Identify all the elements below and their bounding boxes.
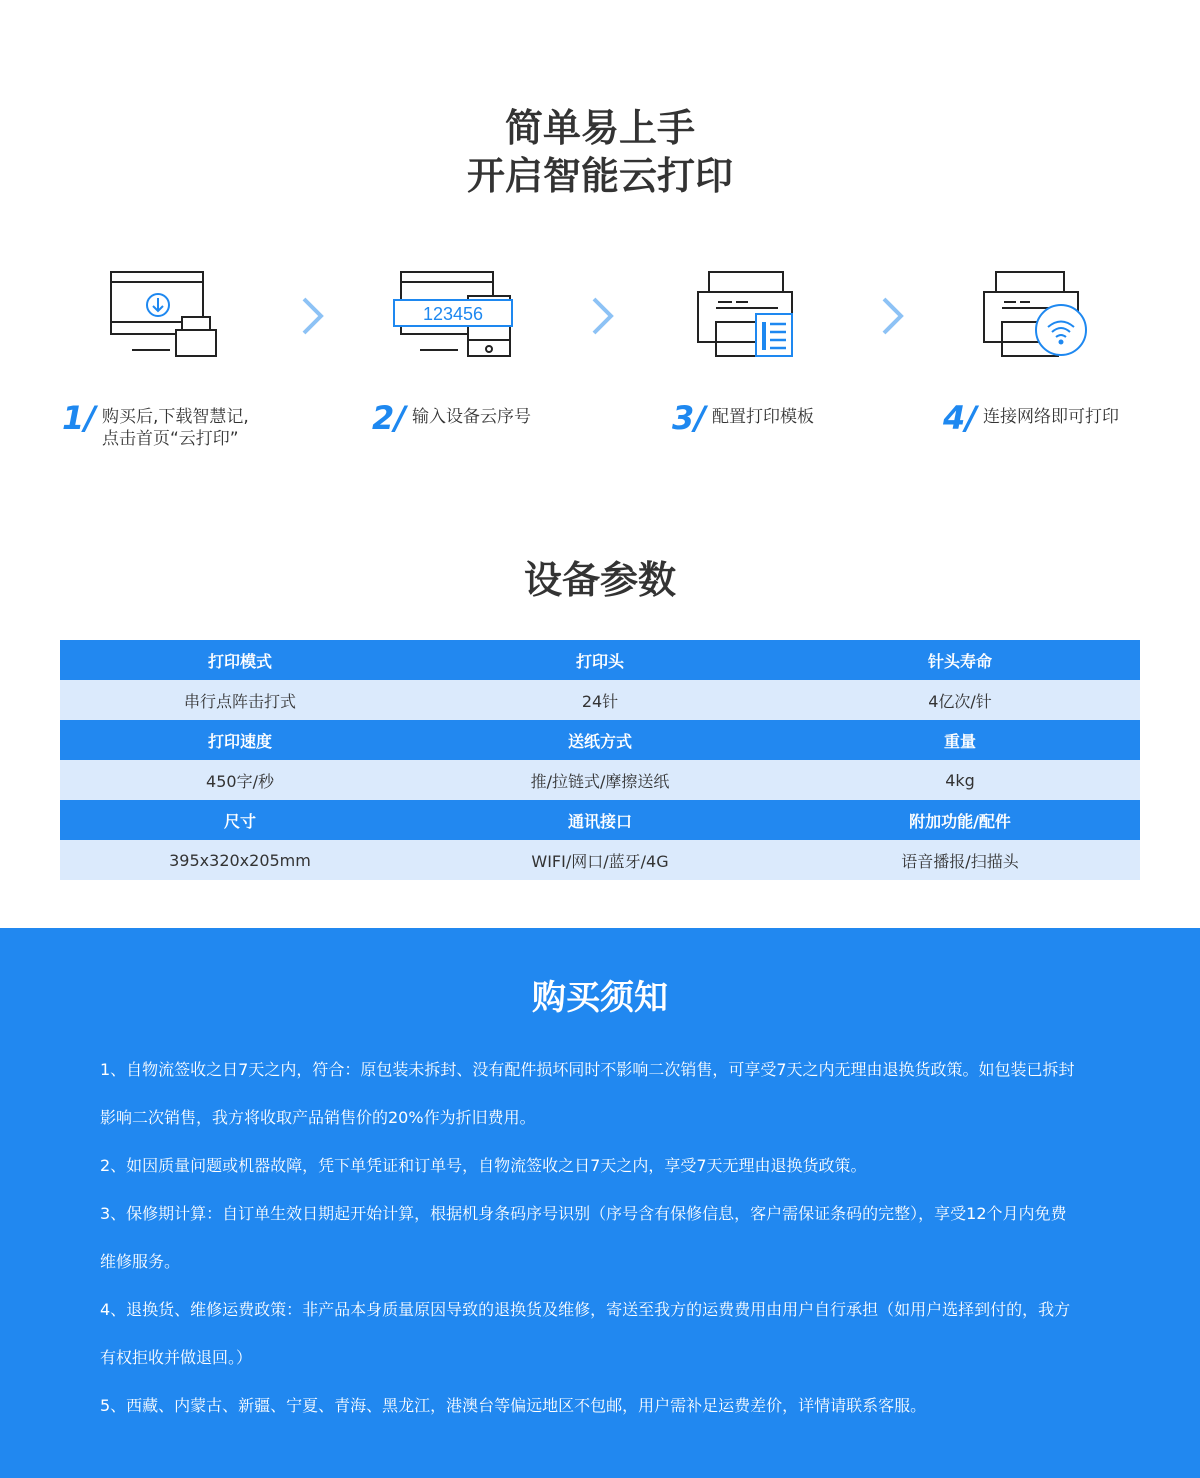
serial-number-icon xyxy=(390,262,520,367)
spec-header-row xyxy=(60,640,1140,680)
notice-line: 1、自物流签收之日7天之内，符合：原包装未拆封、没有配件损坏同时不影响二次销售，可享受7天之内无理由退换货政策。如包装已拆封 xyxy=(100,1060,1075,1079)
hero-title-line2: 开启智能云打印 xyxy=(466,154,733,198)
monitor-download-icon xyxy=(100,262,230,367)
step-number: 2/ xyxy=(372,399,406,437)
notice-title: 购买须知 xyxy=(532,978,668,1018)
step-text: 输入设备云序号 xyxy=(411,407,531,427)
spec-value-cell: 395x320x205mm xyxy=(60,840,420,880)
spec-header-cell: 打印模式 xyxy=(60,640,420,680)
spec-value-cell: WIFI/网口/蓝牙/4G xyxy=(420,840,780,880)
step-3 xyxy=(672,400,814,436)
notice-line: 维修服务。 xyxy=(100,1252,181,1271)
spec-value-cell: 4kg xyxy=(780,760,1140,800)
spec-value-cell: 450字/秒 xyxy=(60,760,420,800)
spec-value-cell: 语音播报/扫描头 xyxy=(780,840,1140,880)
spec-value-cell: 24针 xyxy=(420,680,780,720)
serial-number-text: 123456 xyxy=(422,304,484,324)
spec-value-cell: 串行点阵击打式 xyxy=(60,680,420,720)
notice-line: 有权拒收并做退回。） xyxy=(100,1348,253,1367)
spec-header-cell: 尺寸 xyxy=(60,800,420,840)
notice-line: 4、退换货、维修运费政策：非产品本身质量原因导致的退换货及维修，寄送至我方的运费费用由用户自行承担（如用户选择到付的，我方 xyxy=(100,1300,1071,1319)
printer-template-icon xyxy=(688,262,818,367)
hero-title-line1: 简单易上手 xyxy=(504,106,695,150)
step-text: 连接网络即可打印 xyxy=(982,407,1119,427)
step-4 xyxy=(943,400,1119,436)
step-number: 3/ xyxy=(672,399,706,437)
spec-value-row xyxy=(60,760,1140,800)
chevron-right-icon xyxy=(590,296,616,336)
spec-header-cell: 附加功能/配件 xyxy=(780,800,1140,840)
spec-value-row xyxy=(60,680,1140,720)
spec-table xyxy=(60,640,1140,880)
notice-line: 5、西藏、内蒙古、新疆、宁夏、青海、黑龙江，港澳台等偏远地区不包邮，用户需补足运费差价，详情请联系客服。 xyxy=(100,1396,927,1415)
spec-value-cell: 4亿次/针 xyxy=(780,680,1140,720)
spec-header-row xyxy=(60,800,1140,840)
spec-header-cell: 打印速度 xyxy=(60,720,420,760)
spec-header-cell: 打印头 xyxy=(420,640,780,680)
notice-list xyxy=(100,1046,1110,1430)
step-1 xyxy=(62,400,249,450)
step-number: 1/ xyxy=(62,399,96,437)
step-number: 4/ xyxy=(943,399,977,437)
step-2 xyxy=(372,400,531,436)
step-text xyxy=(102,400,249,450)
step-text-line2: 点击首页“云打印” xyxy=(101,429,239,449)
notice-line: 影响二次销售，我方将收取产品销售价的20%作为折旧费用。 xyxy=(100,1108,536,1127)
step-text: 配置打印模板 xyxy=(711,407,814,427)
chevron-right-icon xyxy=(880,296,906,336)
spec-value-row xyxy=(60,840,1140,880)
notice-line: 2、如因质量问题或机器故障，凭下单凭证和订单号，自物流签收之日7天之内，享受7天无理由退换货政策。 xyxy=(100,1156,867,1175)
spec-header-row xyxy=(60,720,1140,760)
spec-header-cell: 通讯接口 xyxy=(420,800,780,840)
step-text-line1: 购买后,下载智慧记, xyxy=(101,407,249,427)
spec-value-cell: 推/拉链式/摩擦送纸 xyxy=(420,760,780,800)
chevron-right-icon xyxy=(300,296,326,336)
spec-header-cell: 针头寿命 xyxy=(780,640,1140,680)
spec-title: 设备参数 xyxy=(523,558,676,602)
printer-wifi-icon xyxy=(974,262,1104,367)
notice-line: 3、保修期计算：自订单生效日期起开始计算，根据机身条码序号识别（序号含有保修信息，客户需保证条码的完整），享受12个月内免费 xyxy=(100,1204,1067,1223)
spec-header-cell: 重量 xyxy=(780,720,1140,760)
spec-header-cell: 送纸方式 xyxy=(420,720,780,760)
